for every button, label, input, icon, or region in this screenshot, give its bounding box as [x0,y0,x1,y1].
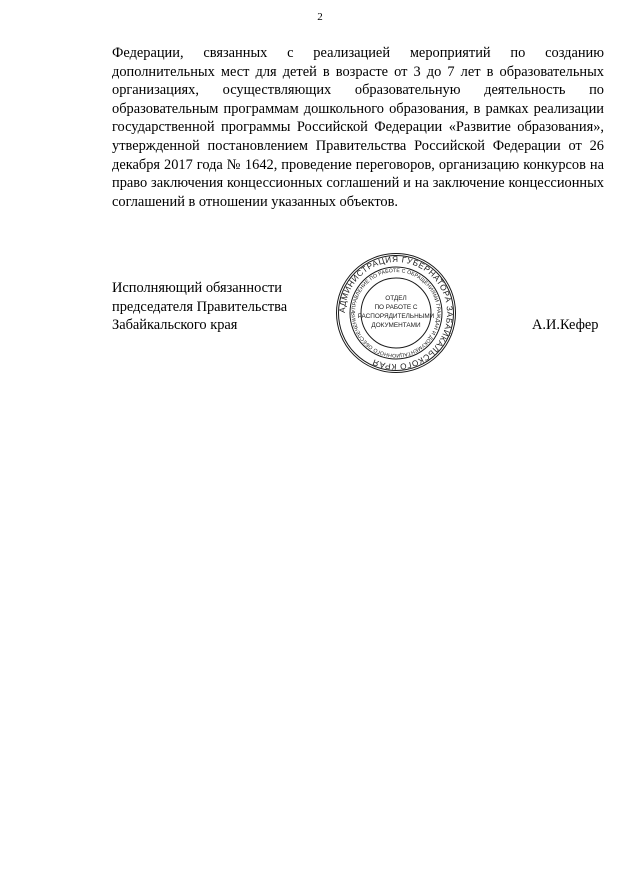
signer-title-line-2: председателя Правительства [112,298,288,315]
seal-center-line-2: ПО РАБОТЕ С [374,304,418,311]
seal-center-line-4: ДОКУМЕНТАМИ [371,322,421,329]
seal-center-line-3: РАСПОРЯДИТЕЛЬНЫМИ [357,313,435,320]
official-seal-stamp [335,252,457,374]
seal-center-line-1: ОТДЕЛ [385,295,407,302]
signer-name: А.И.Кефер [532,317,599,333]
body-paragraph: Федерации, связанных с реализацией мероприятий по созданию дополнительных мест для детей в возрасте от 3 до 7 лет в образовательных организациях, осуществляющих образовательную деятельность по образовательным программам дошкольного образования, в рамках реализации государственной программы Российской Федерации «Развитие образования», утвержденной постановлением Правительства Российской Федерации от 26 декабря 2017 года № 1642, проведение переговоров, организацию конкурсов на право заключения концессионных соглашений и на заключение концессионных соглашений в отношении указанных объектов. [112,45,604,210]
seal-graphic [335,252,457,374]
seal-outer-ring-text: АДМИНИСТРАЦИЯ ГУБЕРНАТОРА ЗАБАЙКАЛЬСКОГО КРАЯ [337,254,455,372]
page-number: 2 [317,11,323,23]
signer-title-line-1: Исполняющий обязанности [112,280,283,296]
signer-title [112,279,342,335]
seal-inner-ring-text: УПРАВЛЕНИЕ ПО РАБОТЕ С ОБРАЩЕНИЯМИ ГРАЖДАН И ДОКУМЕНТАЦИОННОГО ОБЕСПЕЧЕНИЯ [350,267,442,359]
signer-title-line-3: Забайкальского края [112,317,238,334]
